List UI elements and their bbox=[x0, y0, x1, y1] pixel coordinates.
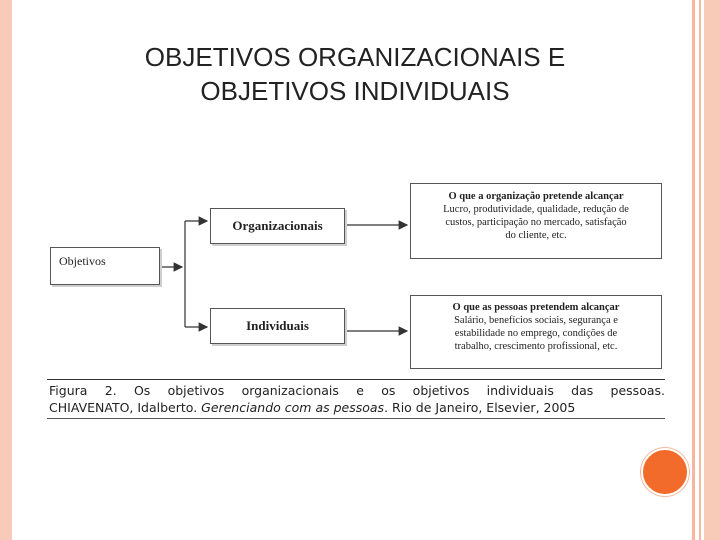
organizacionais-description-line: custos, participação no mercado, satisfação bbox=[445, 217, 627, 228]
slide-right-border-line bbox=[699, 0, 701, 540]
organizacionais-description-line: do cliente, etc. bbox=[505, 230, 567, 241]
caption-line2 bbox=[49, 399, 665, 416]
slide-right-border-line bbox=[692, 0, 695, 540]
caption-author: CHIAVENATO, Idalberto. bbox=[49, 400, 198, 415]
individuais-description-box bbox=[410, 295, 662, 369]
organizacionais-description-header: O que a organização pretende alcançar bbox=[448, 191, 624, 202]
organizacionais-box: Organizacionais bbox=[210, 208, 345, 244]
decorative-circle bbox=[641, 448, 689, 496]
slide-left-border bbox=[0, 0, 12, 540]
slide-title-line2: OBJETIVOS INDIVIDUAIS bbox=[200, 76, 510, 106]
individuais-description-line: trabalho, crescimento profissional, etc. bbox=[454, 341, 618, 352]
slide-title-line1: OBJETIVOS ORGANIZACIONAIS E bbox=[144, 42, 566, 72]
individuais-description-line: estabilidade no emprego, condições de bbox=[454, 328, 618, 339]
organizacionais-description-line: Lucro, produtividade, qualidade, redução de bbox=[443, 204, 629, 215]
slide-title bbox=[60, 40, 650, 108]
caption-publisher: . Rio de Janeiro, Elsevier, 2005 bbox=[384, 400, 576, 415]
slide-right-border bbox=[704, 0, 720, 540]
caption-book-title: Gerenciando com as pessoas bbox=[201, 400, 385, 415]
figure-caption bbox=[47, 379, 665, 419]
individuais-box: Individuais bbox=[210, 308, 345, 344]
organizacionais-description-box bbox=[410, 183, 662, 259]
objectives-diagram bbox=[45, 175, 670, 425]
individuais-description-header: O que as pessoas pretendem alcançar bbox=[452, 302, 620, 313]
caption-line1: Figura 2. Os objetivos organizacionais e os objetivos individuais das pessoas. bbox=[49, 383, 665, 398]
individuais-description-line: Salário, benefícios sociais, segurança e bbox=[454, 315, 618, 326]
root-objetivos-box: Objetivos bbox=[50, 247, 160, 285]
